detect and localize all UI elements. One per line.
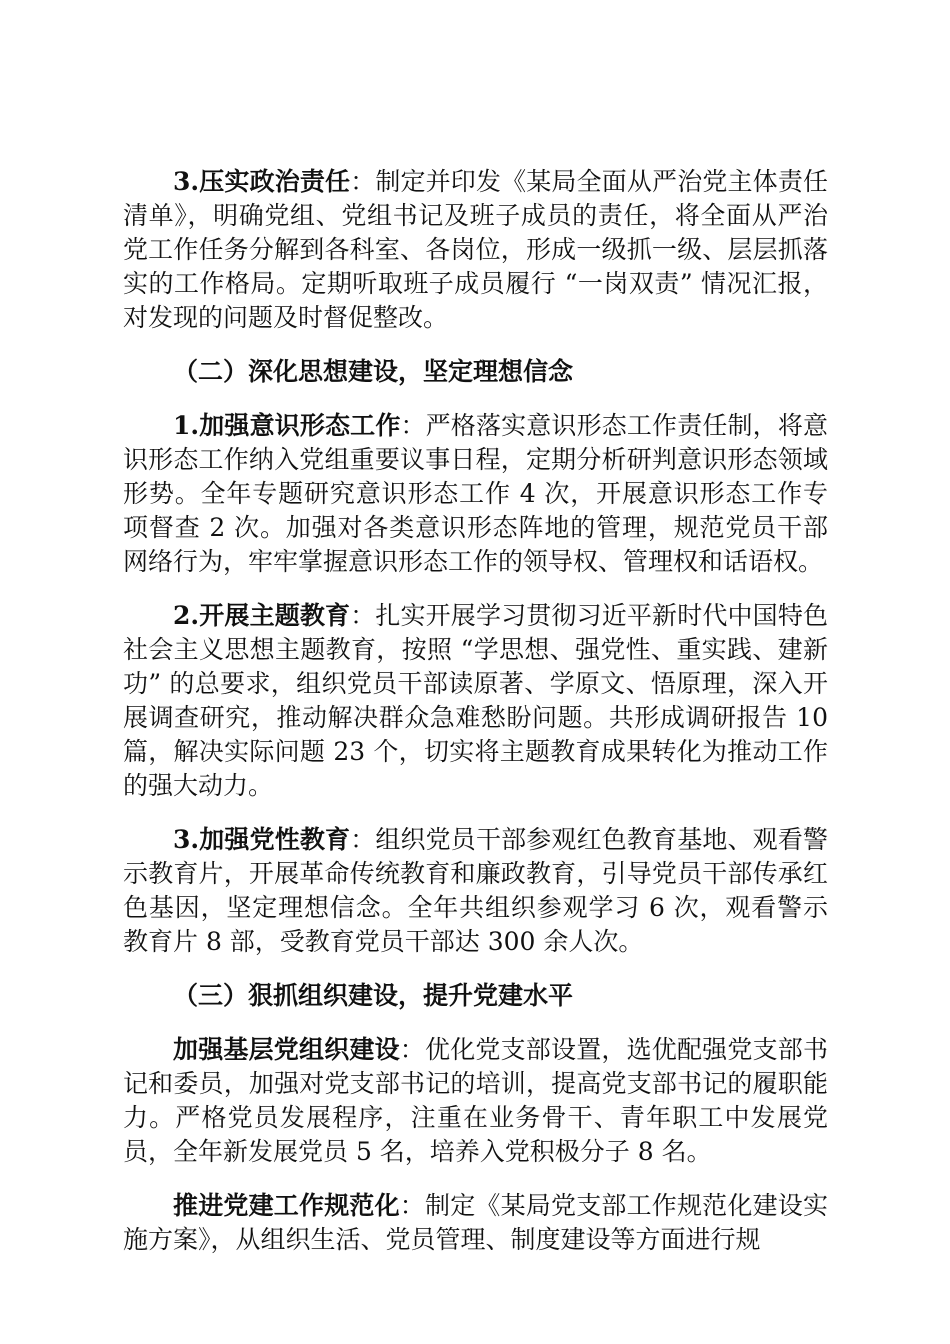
item-body: ：制定《某局党支部工作规范化建设实施方案》，从组织生活、党员管理、制度建设等方面进行规 — [123, 1191, 828, 1254]
paragraph-standardization — [123, 1189, 828, 1257]
item-title: 3.压实政治责任 — [173, 167, 351, 196]
item-body: ：优化党支部设置，选优配强党支部书记和委员，加强对党支部书记的培训，提高党支部书记的履职能力。严格党员发展程序，注重在业务骨干、青年职工中发展党员，全年新发展党员 5 名，培养入党积极分子 8 名。 — [123, 1035, 828, 1166]
paragraph-ideology-work — [123, 409, 828, 579]
item-body: ：严格落实意识形态工作责任制，将意识形态工作纳入党组重要议事日程，定期分析研判意识形态领域形势。全年专题研究意识形态工作 4 次，开展意识形态工作专项督查 2 次。加强对各类意识形态阵地的管理，规范党员干部网络行为，牢牢掌握意识形态工作的领导权、管理权和话语权。 — [123, 411, 828, 576]
item-title: 2.开展主题教育 — [173, 601, 351, 630]
item-title: 1.加强意识形态工作 — [173, 411, 401, 440]
item-body: ：制定并印发《某局全面从严治党主体责任清单》，明确党组、党组书记及班子成员的责任，将全面从严治党工作任务分解到各科室、各岗位，形成一级抓一级、层层抓落实的工作格局。定期听取班子成员履行 “一岗双责” 情况汇报，对发现的问题及时督促整改。 — [123, 167, 828, 332]
section-heading-organization-building: （三）狠抓组织建设，提升党建水平 — [173, 981, 574, 1010]
paragraph-party-spirit-education — [123, 823, 828, 959]
item-title: 3.加强党性教育 — [173, 825, 351, 854]
paragraph-political-responsibility — [123, 165, 828, 335]
paragraph-grassroots-organization — [123, 1033, 828, 1169]
item-title: 加强基层党组织建设 — [173, 1035, 400, 1064]
paragraph-theme-education — [123, 599, 828, 803]
document-body — [123, 165, 828, 1277]
item-body: ：组织党员干部参观红色教育基地、观看警示教育片，开展革命传统教育和廉政教育，引导党员干部传承红色基因，坚定理想信念。全年共组织参观学习 6 次，观看警示教育片 8 部，受教育党员干部达 300 余人次。 — [123, 825, 828, 956]
item-body: ：扎实开展学习贯彻习近平新时代中国特色社会主义思想主题教育，按照 “学思想、强党性、重实践、建新功” 的总要求，组织党员干部读原著、学原文、悟原理，深入开展调查研究，推动解决群众急难愁盼问题。共形成调研报告 10 篇，解决实际问题 23 个，切实将主题教育成果转化为推动工作的强大动力。 — [123, 601, 828, 800]
section-heading-ideological-building: （二）深化思想建设，坚定理想信念 — [173, 357, 574, 386]
item-title: 推进党建工作规范化 — [173, 1191, 400, 1220]
